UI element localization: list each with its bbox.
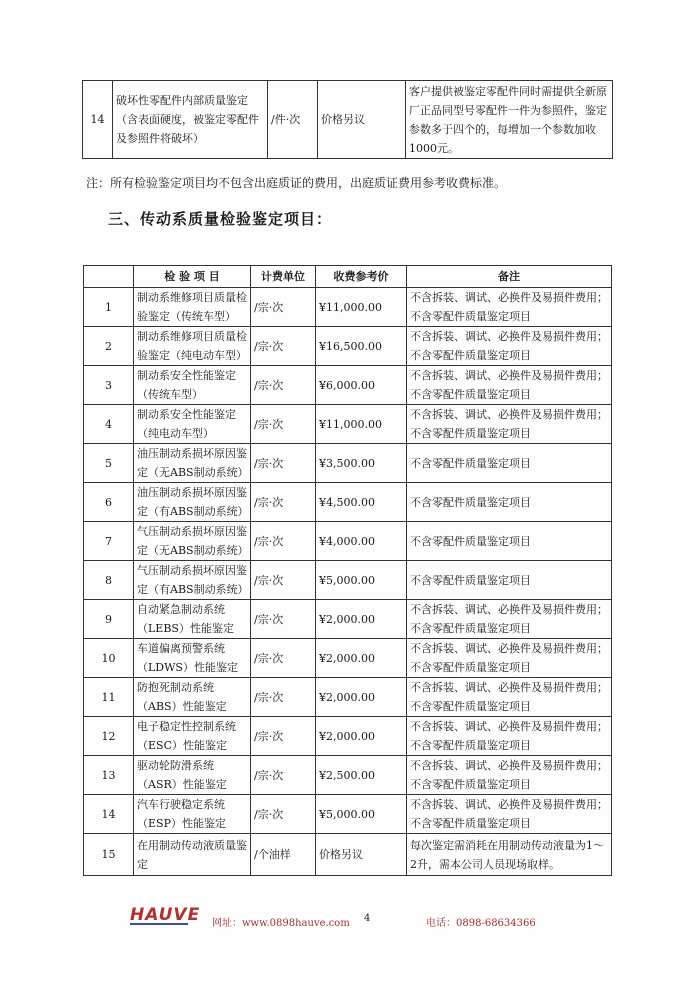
table-row [84, 717, 612, 756]
item-cell: 破坏性零配件内部质量鉴定（含表面硬度，被鉴定零配件及参照件将破坏） [113, 81, 268, 159]
item-cell: 气压制动系损坏原因鉴定（无ABS制动系统） [134, 522, 251, 561]
price-cell: ¥2,000.00 [316, 639, 407, 678]
row-number: 15 [84, 834, 134, 876]
row-number: 12 [84, 717, 134, 756]
table-row [84, 600, 612, 639]
table-row [83, 81, 613, 159]
logo-text: HAUVE [130, 905, 201, 925]
row-number: 8 [84, 561, 134, 600]
row-number: 2 [84, 327, 134, 366]
continued-table [82, 80, 613, 159]
item-cell: 制动系维修项目质量检验鉴定（传统车型） [134, 288, 251, 327]
remark-cell: 不含零配件质量鉴定项目 [407, 561, 612, 600]
unit-cell: /宗·次 [251, 795, 316, 834]
item-cell: 自动紧急制动系统（LEBS）性能鉴定 [134, 600, 251, 639]
unit-cell: /宗·次 [251, 483, 316, 522]
item-cell: 油压制动系损坏原因鉴定（无ABS制动系统） [134, 444, 251, 483]
phone-text: 电话：0898-68634366 [426, 918, 536, 929]
remark-cell: 不含拆装、调试、必换件及易损件费用；不含零配件质量鉴定项目 [407, 756, 612, 795]
remark-cell: 不含零配件质量鉴定项目 [407, 522, 612, 561]
price-cell: ¥11,000.00 [316, 405, 407, 444]
price-cell: 价格另议 [318, 81, 406, 159]
remark-cell: 不含拆装、调试、必换件及易损件费用；不含零配件质量鉴定项目 [407, 327, 612, 366]
item-cell: 制动系安全性能鉴定（纯电动车型） [134, 405, 251, 444]
item-cell: 车道偏离预警系统（LDWS）性能鉴定 [134, 639, 251, 678]
row-number: 6 [84, 483, 134, 522]
unit-cell: /宗·次 [251, 639, 316, 678]
remark-cell: 不含拆装、调试、必换件及易损件费用；不含零配件质量鉴定项目 [407, 678, 612, 717]
company-logo [130, 905, 200, 925]
row-number: 14 [84, 795, 134, 834]
remark-cell: 不含拆装、调试、必换件及易损件费用；不含零配件质量鉴定项目 [407, 600, 612, 639]
remark-cell: 不含拆装、调试、必换件及易损件费用；不含零配件质量鉴定项目 [407, 366, 612, 405]
table-row [84, 561, 612, 600]
unit-cell: /件·次 [268, 81, 318, 159]
price-cell: ¥2,000.00 [316, 717, 407, 756]
table-row [84, 639, 612, 678]
item-cell: 驱动轮防滑系统（ASR）性能鉴定 [134, 756, 251, 795]
fee-table [83, 265, 612, 876]
table-row [84, 288, 612, 327]
remark-cell: 不含拆装、调试、必换件及易损件费用；不含零配件质量鉴定项目 [407, 405, 612, 444]
row-number: 10 [84, 639, 134, 678]
row-number: 11 [84, 678, 134, 717]
header-no [84, 266, 134, 288]
item-cell: 制动系维修项目质量检验鉴定（纯电动车型） [134, 327, 251, 366]
table-row [84, 795, 612, 834]
table-row [84, 444, 612, 483]
header-unit: 计费单位 [251, 266, 316, 288]
price-cell: ¥2,000.00 [316, 600, 407, 639]
unit-cell: /宗·次 [251, 678, 316, 717]
unit-cell: /宗·次 [251, 600, 316, 639]
remark-cell: 不含拆装、调试、必换件及易损件费用；不含零配件质量鉴定项目 [407, 717, 612, 756]
unit-cell: /宗·次 [251, 444, 316, 483]
item-cell: 油压制动系损坏原因鉴定（有ABS制动系统） [134, 483, 251, 522]
item-cell: 防抱死制动系统（ABS）性能鉴定 [134, 678, 251, 717]
unit-cell: /宗·次 [251, 756, 316, 795]
price-cell: ¥16,500.00 [316, 327, 407, 366]
row-number: 9 [84, 600, 134, 639]
section-title: 三、传动系质量检验鉴定项目： [108, 210, 333, 228]
unit-cell: /宗·次 [251, 405, 316, 444]
row-number: 3 [84, 366, 134, 405]
remark-cell: 每次鉴定需消耗在用制动传动液量为1～2升，需本公司人员现场取样。 [407, 834, 612, 876]
price-cell: ¥4,500.00 [316, 483, 407, 522]
item-cell: 制动系安全性能鉴定（传统车型） [134, 366, 251, 405]
remark-cell: 不含零配件质量鉴定项目 [407, 444, 612, 483]
item-cell: 在用制动传动液质量鉴定 [134, 834, 251, 876]
price-cell: ¥5,000.00 [316, 795, 407, 834]
unit-cell: /个油样 [251, 834, 316, 876]
remark-cell: 客户提供被鉴定零配件同时需提供全新原厂正品同型号零配件一件为参照件，鉴定参数多于四个的，每增加一个参数加收1000元。 [406, 81, 613, 159]
price-cell: ¥2,000.00 [316, 678, 407, 717]
table-header-row [84, 266, 612, 288]
table-row [84, 405, 612, 444]
website-text: 网址：www.0898hauve.com [212, 918, 350, 929]
header-price: 收费参考价 [316, 266, 407, 288]
row-number: 14 [83, 81, 113, 159]
remark-cell: 不含拆装、调试、必换件及易损件费用；不含零配件质量鉴定项目 [407, 639, 612, 678]
table-row [84, 756, 612, 795]
item-cell: 气压制动系损坏原因鉴定（有ABS制动系统） [134, 561, 251, 600]
table-row [84, 678, 612, 717]
row-number: 7 [84, 522, 134, 561]
remark-cell: 不含零配件质量鉴定项目 [407, 483, 612, 522]
price-cell: ¥3,500.00 [316, 444, 407, 483]
unit-cell: /宗·次 [251, 288, 316, 327]
row-number: 5 [84, 444, 134, 483]
unit-cell: /宗·次 [251, 561, 316, 600]
price-cell: 价格另议 [316, 834, 407, 876]
item-cell: 电子稳定性控制系统（ESC）性能鉴定 [134, 717, 251, 756]
table-row [84, 366, 612, 405]
unit-cell: /宗·次 [251, 717, 316, 756]
table-row [84, 834, 612, 876]
header-remark: 备注 [407, 266, 612, 288]
row-number: 13 [84, 756, 134, 795]
row-number: 1 [84, 288, 134, 327]
page-number: 4 [364, 913, 371, 924]
header-item: 检 验 项 目 [134, 266, 251, 288]
remark-cell: 不含拆装、调试、必换件及易损件费用；不含零配件质量鉴定项目 [407, 795, 612, 834]
price-cell: ¥4,000.00 [316, 522, 407, 561]
unit-cell: /宗·次 [251, 327, 316, 366]
unit-cell: /宗·次 [251, 522, 316, 561]
row-number: 4 [84, 405, 134, 444]
price-cell: ¥2,500.00 [316, 756, 407, 795]
table-row [84, 522, 612, 561]
price-cell: ¥11,000.00 [316, 288, 407, 327]
price-cell: ¥6,000.00 [316, 366, 407, 405]
price-cell: ¥5,000.00 [316, 561, 407, 600]
table-row [84, 327, 612, 366]
note-text: 注：所有检验鉴定项目均不包含出庭质证的费用，出庭质证费用参考收费标准。 [86, 176, 507, 190]
item-cell: 汽车行驶稳定系统（ESP）性能鉴定 [134, 795, 251, 834]
unit-cell: /宗·次 [251, 366, 316, 405]
remark-cell: 不含拆装、调试、必换件及易损件费用；不含零配件质量鉴定项目 [407, 288, 612, 327]
table-row [84, 483, 612, 522]
